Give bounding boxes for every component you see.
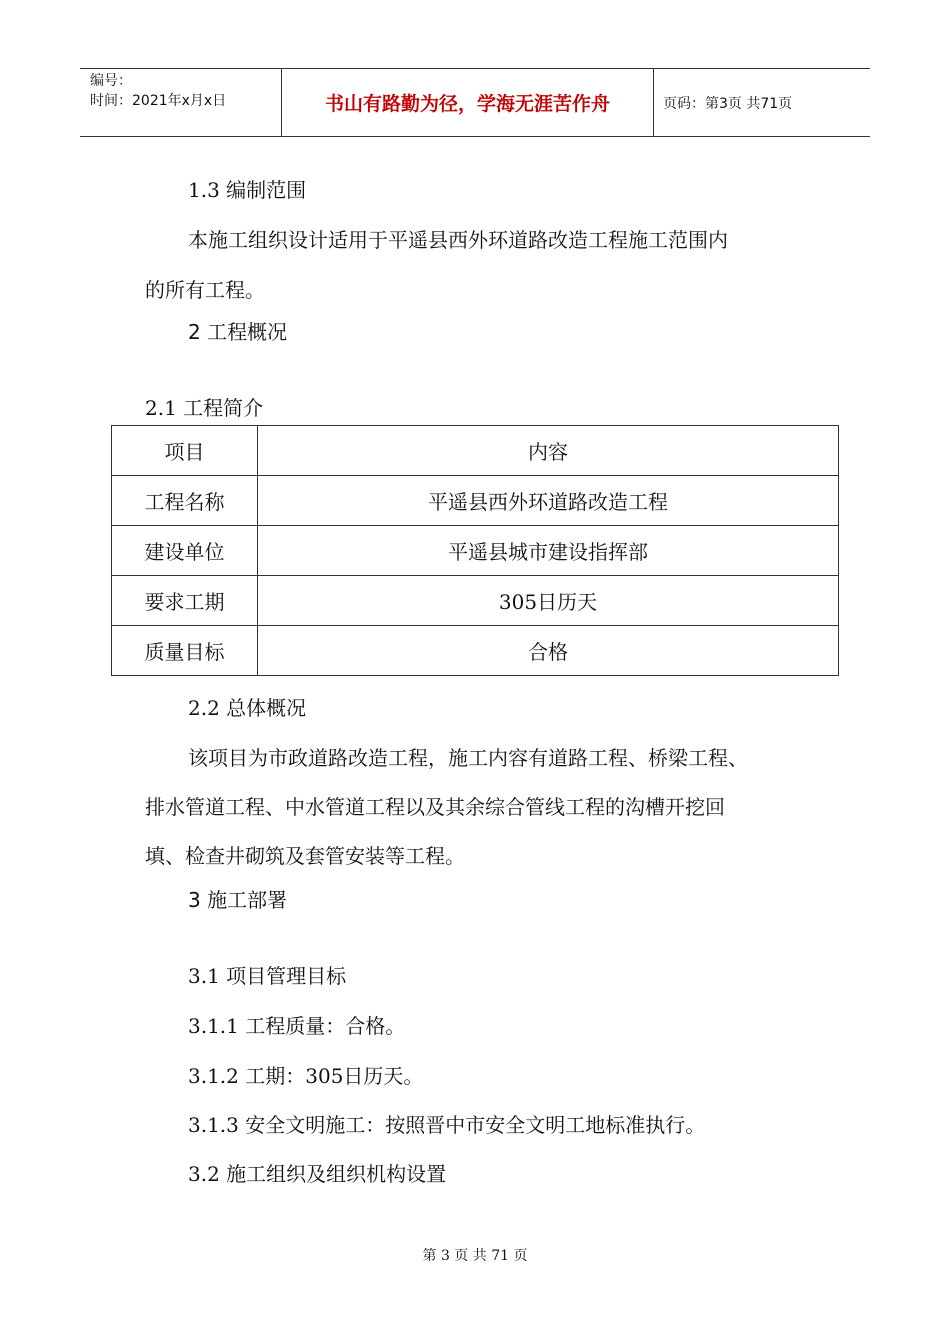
table-row bbox=[112, 576, 839, 626]
table-cell-value: 平遥县城市建设指挥部 bbox=[258, 526, 839, 576]
table-row bbox=[112, 626, 839, 676]
document-time-label: 时间：2021年x月x日 bbox=[90, 93, 227, 109]
table-header-cell: 项目 bbox=[112, 426, 258, 476]
section-3-2-title: 3.2 施工组织及组织机构设置 bbox=[188, 1162, 447, 1186]
table-cell-label: 质量目标 bbox=[112, 626, 258, 676]
header-motto: 书山有路勤为径，学海无涯苦作舟 bbox=[281, 69, 654, 136]
section-1-3-paragraph-line-2: 的所有工程。 bbox=[145, 278, 265, 302]
section-2-2-paragraph-line-2: 排水管道工程、中水管道工程以及其余综合管线工程的沟槽开挖回 bbox=[145, 795, 725, 819]
project-info-table bbox=[111, 425, 839, 676]
table-row bbox=[112, 526, 839, 576]
section-2-2-paragraph-line-1: 该项目为市政道路改造工程，施工内容有道路工程、桥梁工程、 bbox=[188, 746, 748, 770]
section-3-1-title: 3.1 项目管理目标 bbox=[188, 964, 347, 988]
table-cell-label: 建设单位 bbox=[112, 526, 258, 576]
section-3-1-2: 3.1.2 工期：305日历天。 bbox=[188, 1064, 424, 1088]
section-2-1-title: 2.1 工程简介 bbox=[145, 396, 264, 420]
section-1-3-paragraph-line-1: 本施工组织设计适用于平遥县西外环道路改造工程施工范围内 bbox=[188, 228, 728, 252]
table-header-row bbox=[112, 426, 839, 476]
section-3-1-3: 3.1.3 安全文明施工：按照晋中市安全文明工地标准执行。 bbox=[188, 1113, 706, 1137]
header-page-info: 页码：第3页 共71页 bbox=[663, 95, 793, 112]
section-2-2-paragraph-line-3: 填、检查井砌筑及套管安装等工程。 bbox=[145, 844, 465, 868]
section-3-1-1: 3.1.1 工程质量：合格。 bbox=[188, 1014, 406, 1038]
table-cell-value: 合格 bbox=[258, 626, 839, 676]
page-footer: 第 3 页 共 71 页 bbox=[422, 1248, 528, 1264]
header-meta bbox=[80, 69, 281, 136]
table-header-cell: 内容 bbox=[258, 426, 839, 476]
section-3-title: 3 施工部署 bbox=[188, 888, 288, 912]
document-number-label: 编号： bbox=[90, 73, 132, 89]
page-header bbox=[80, 68, 870, 137]
table-cell-label: 要求工期 bbox=[112, 576, 258, 626]
section-2-title: 2 工程概况 bbox=[188, 320, 288, 344]
table-cell-label: 工程名称 bbox=[112, 476, 258, 526]
section-1-3-title: 1.3 编制范围 bbox=[188, 178, 307, 202]
table-cell-value: 平遥县西外环道路改造工程 bbox=[258, 476, 839, 526]
section-2-2-title: 2.2 总体概况 bbox=[188, 696, 307, 720]
table-row bbox=[112, 476, 839, 526]
table-cell-value: 305日历天 bbox=[258, 576, 839, 626]
